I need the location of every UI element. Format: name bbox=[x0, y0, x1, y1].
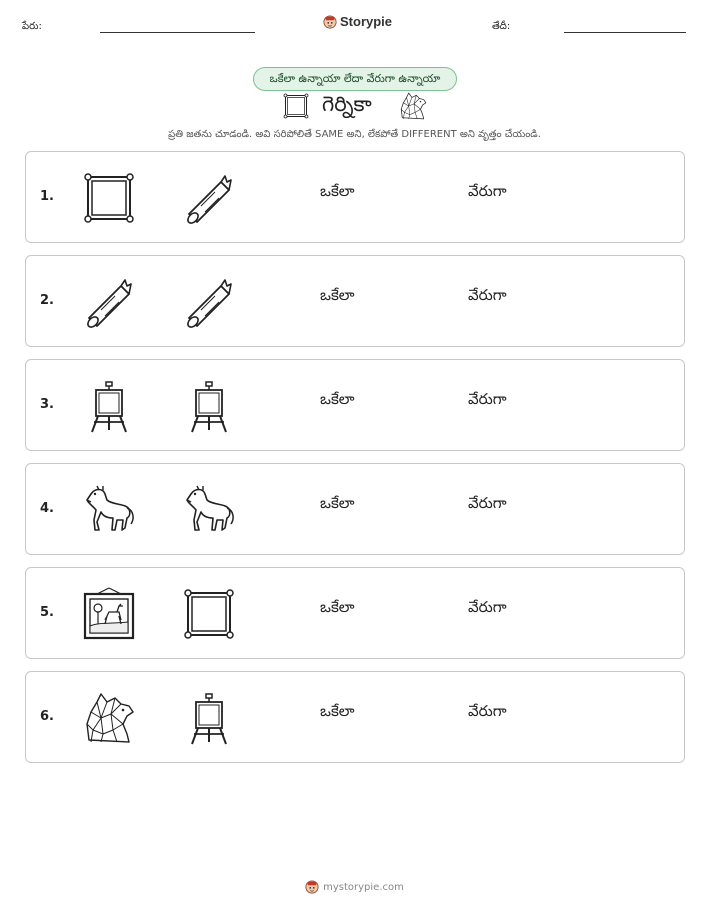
question-number: 5. bbox=[40, 605, 54, 620]
frame-icon bbox=[181, 586, 237, 642]
wolf-icon bbox=[398, 91, 428, 121]
date-line bbox=[564, 32, 686, 33]
question-row bbox=[25, 567, 685, 659]
painting-icon bbox=[81, 586, 137, 642]
different-option[interactable]: వేరుగా bbox=[468, 390, 507, 408]
storypie-logo bbox=[323, 14, 392, 29]
log-icon bbox=[181, 170, 237, 226]
question-number: 3. bbox=[40, 397, 54, 412]
easel-icon bbox=[81, 378, 137, 434]
wolf-icon bbox=[81, 690, 137, 746]
horse-icon bbox=[181, 482, 237, 538]
frame-icon bbox=[282, 92, 310, 120]
question-number: 6. bbox=[40, 709, 54, 724]
log-icon bbox=[81, 274, 137, 330]
name-line bbox=[100, 32, 255, 33]
different-option[interactable]: వేరుగా bbox=[468, 598, 507, 616]
question-row bbox=[25, 671, 685, 763]
easel-icon bbox=[181, 378, 237, 434]
mascot-icon bbox=[323, 15, 337, 29]
question-row bbox=[25, 359, 685, 451]
footer-url[interactable]: mystorypie.com bbox=[323, 881, 404, 893]
worksheet-type-badge: ఒకేలా ఉన్నాయా లేదా వేరుగా ఉన్నాయా bbox=[253, 67, 457, 91]
same-option[interactable]: ఒకేలా bbox=[320, 182, 355, 200]
horse-icon bbox=[81, 482, 137, 538]
brand-name: Storypie bbox=[340, 14, 393, 29]
question-row bbox=[25, 463, 685, 555]
question-row bbox=[25, 255, 685, 347]
name-label: పేరు: bbox=[22, 21, 42, 32]
question-number: 2. bbox=[40, 293, 54, 308]
same-option[interactable]: ఒకేలా bbox=[320, 598, 355, 616]
page-title: గెర్నికా bbox=[322, 92, 372, 116]
question-number: 1. bbox=[40, 189, 54, 204]
question-row bbox=[25, 151, 685, 243]
frame-icon bbox=[81, 170, 137, 226]
worksheet-header bbox=[0, 14, 709, 38]
different-option[interactable]: వేరుగా bbox=[468, 286, 507, 304]
date-label: తేదీ: bbox=[492, 21, 511, 32]
different-option[interactable]: వేరుగా bbox=[468, 494, 507, 512]
question-number: 4. bbox=[40, 501, 54, 516]
same-option[interactable]: ఒకేలా bbox=[320, 286, 355, 304]
title-row bbox=[0, 92, 709, 122]
easel-icon bbox=[181, 690, 237, 746]
different-option[interactable]: వేరుగా bbox=[468, 182, 507, 200]
different-option[interactable]: వేరుగా bbox=[468, 702, 507, 720]
instructions: ప్రతి జతను చూడండి. అవి సరిపోలితే SAME అని, లేకపోతే DIFFERENT అని వృత్తం చేయండి. bbox=[168, 129, 541, 140]
same-option[interactable]: ఒకేలా bbox=[320, 390, 355, 408]
log-icon bbox=[181, 274, 237, 330]
footer bbox=[0, 880, 709, 897]
same-option[interactable]: ఒకేలా bbox=[320, 494, 355, 512]
same-option[interactable]: ఒకేలా bbox=[320, 702, 355, 720]
mascot-icon bbox=[305, 880, 319, 894]
